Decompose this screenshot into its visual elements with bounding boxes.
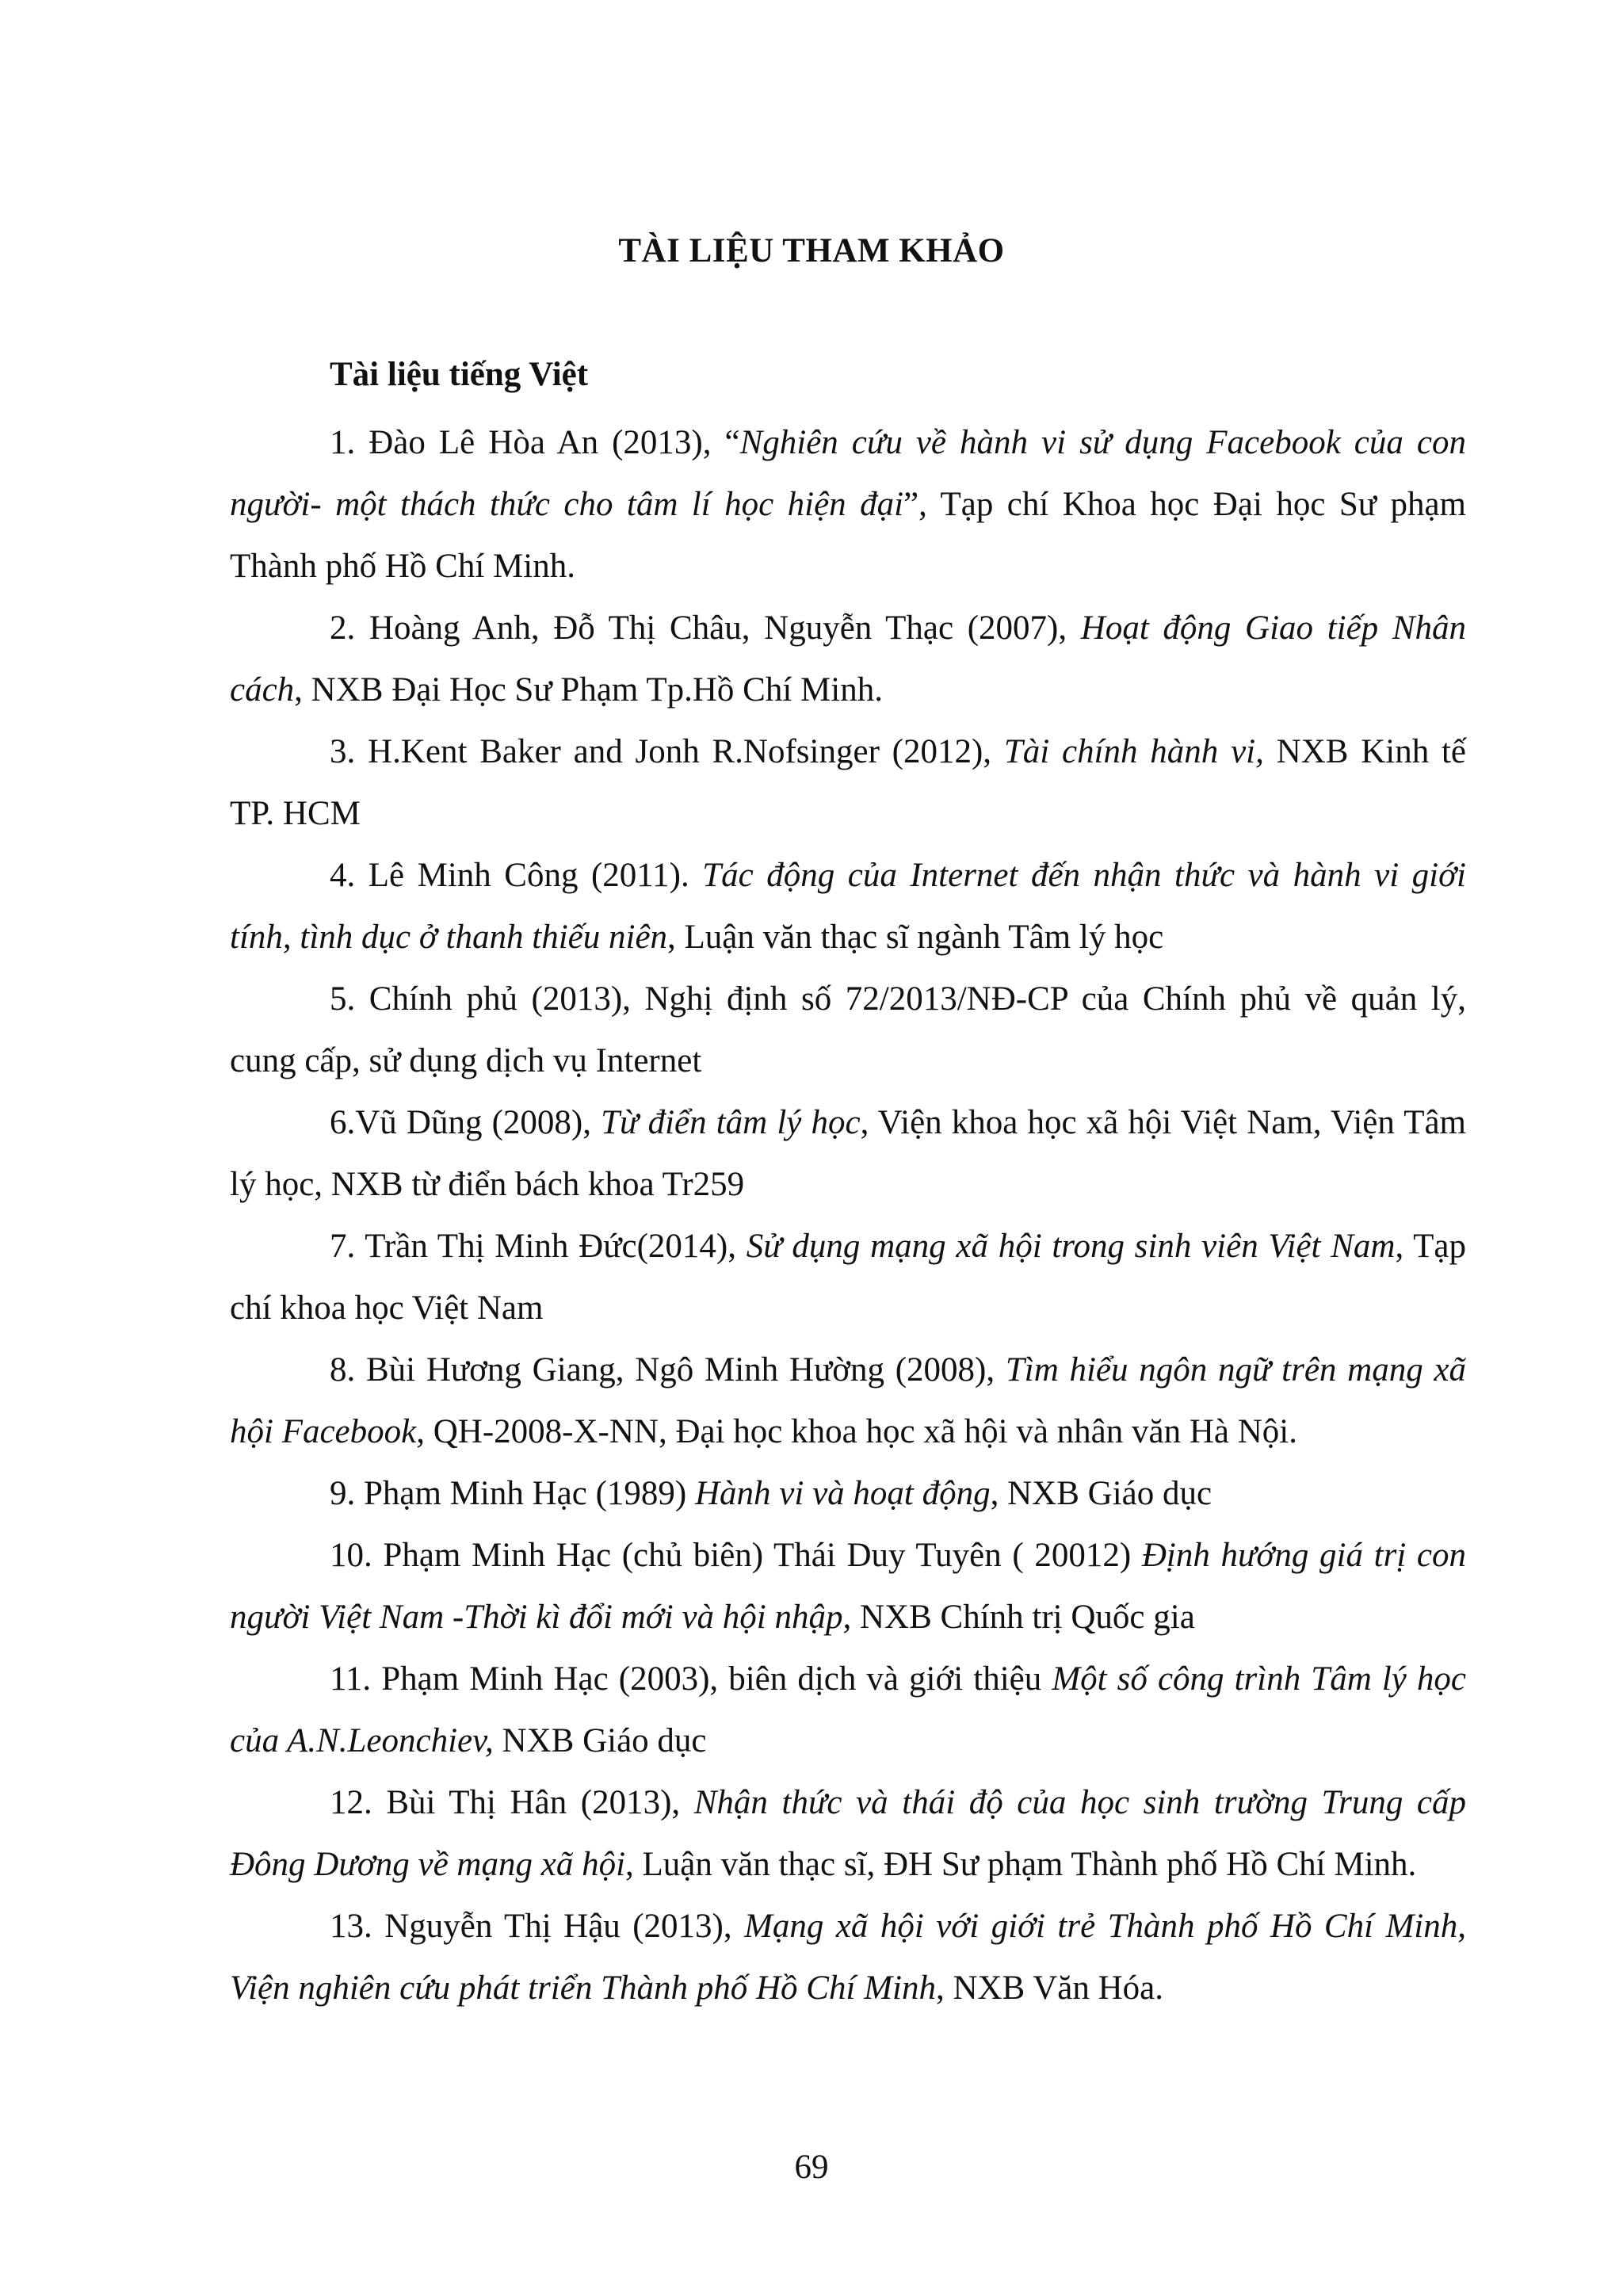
reference-item <box>230 1463 1466 1525</box>
reference-item <box>230 1092 1466 1216</box>
reference-text: , QH-2008-X-NN, Đại học khoa học xã hội và nhân văn Hà Nội. <box>416 1413 1297 1450</box>
reference-title: Mạng xã hội với giới trẻ Thành phố Hồ Chí Minh, Viện nghiên cứu phát triển Thành phố Hồ Chí Minh <box>230 1908 1466 2007</box>
reference-title: Định hướng giá trị con người Việt Nam -Thời kì đổi mới và hội nhập, <box>230 1537 1467 1636</box>
reference-item <box>230 598 1466 721</box>
reference-title: Nghiên cứu về hành vi sử dụng Facebook của con người- một thách thức cho tâm lí học hiện đại <box>230 424 1466 523</box>
reference-text: 2. Hoàng Anh, Đỗ Thị Châu, Nguyễn Thạc (2007), <box>330 609 1081 647</box>
reference-item <box>230 968 1466 1092</box>
page-title: TÀI LIỆU THAM KHẢO <box>618 232 1005 269</box>
reference-item <box>230 721 1466 845</box>
reference-text: , Luận văn thạc sĩ ngành Tâm lý học <box>667 919 1164 956</box>
reference-text: 6.Vũ Dũng (2008), <box>330 1104 601 1141</box>
reference-text: 1. Đào Lê Hòa An (2013), “ <box>330 424 740 461</box>
reference-title: Tài chính hành vi, <box>1003 733 1264 770</box>
reference-text: 5. Chính phủ (2013), Nghị định số 72/2013/NĐ-CP của Chính phủ về quản lý, cung cấp, sử dụng dịch vụ Internet <box>230 980 1466 1079</box>
reference-list <box>230 412 1466 2019</box>
reference-title: Nhận thức và thái độ của học sinh trường Trung cấp Đông Dương về mạng xã hội <box>230 1784 1466 1883</box>
reference-text: ”, Tạp chí Khoa học Đại học Sư phạm Thành phố Hồ Chí Minh. <box>230 486 1466 585</box>
reference-text: 4. Lê Minh Công (2011). <box>330 857 703 894</box>
reference-text: , Tạp chí khoa học Việt Nam <box>230 1228 1466 1327</box>
reference-text: 12. Bùi Thị Hân (2013), <box>330 1784 694 1821</box>
reference-item <box>230 1648 1466 1772</box>
reference-item <box>230 1772 1466 1896</box>
reference-text: 3. H.Kent Baker and Jonh R.Nofsinger (2012), <box>330 733 1004 770</box>
reference-text: NXB Giáo dục <box>493 1722 707 1759</box>
reference-text: , NXB Văn Hóa. <box>935 1969 1163 2007</box>
reference-text: 13. Nguyễn Thị Hậu (2013), <box>330 1908 745 1945</box>
reference-item <box>230 1339 1466 1463</box>
reference-text: , Viện khoa học xã hội Việt Nam, Viện Tâm lý học, NXB từ điển bách khoa Tr259 <box>230 1104 1466 1203</box>
reference-title: Hoạt động Giao tiếp Nhân cách <box>230 609 1466 709</box>
reference-item <box>230 1525 1466 1648</box>
reference-title: Tác động của Internet đến nhận thức và hành vi giới tính, tình dục ở thanh thiếu niên <box>230 857 1466 956</box>
reference-title: Một số công trình Tâm lý học của A.N.Leonchiev, <box>230 1660 1466 1759</box>
reference-title: Sử dụng mạng xã hội trong sinh viên Việt Nam <box>746 1228 1396 1265</box>
reference-text: 7. Trần Thị Minh Đức(2014), <box>330 1228 747 1265</box>
reference-text: , NXB Giáo dục <box>990 1475 1212 1512</box>
reference-text: 9. Phạm Minh Hạc (1989) <box>330 1475 695 1512</box>
reference-text: 11. Phạm Minh Hạc (2003), biên dịch và giới thiệu <box>330 1660 1052 1698</box>
reference-text: NXB Chính trị Quốc gia <box>851 1599 1195 1636</box>
reference-title: Hành vi và hoạt động <box>695 1475 991 1512</box>
reference-text: , Luận văn thạc sĩ, ĐH Sư phạm Thành phố Hồ Chí Minh. <box>625 1846 1417 1883</box>
reference-text: NXB Kinh tế TP. HCM <box>230 733 1467 832</box>
reference-item <box>230 1896 1466 2019</box>
reference-title: Tìm hiểu ngôn ngữ trên mạng xã hội Facebook <box>230 1351 1467 1450</box>
reference-item <box>230 412 1466 598</box>
reference-text: 8. Bùi Hương Giang, Ngô Minh Hường (2008), <box>330 1351 1006 1389</box>
reference-item <box>230 845 1466 968</box>
reference-text: 10. Phạm Minh Hạc (chủ biên) Thái Duy Tuyên ( 20012) <box>330 1537 1142 1574</box>
reference-title: Từ điển tâm lý học <box>601 1104 861 1141</box>
reference-item <box>230 1216 1466 1339</box>
reference-text: , NXB Đại Học Sư Phạm Tp.Hồ Chí Minh. <box>294 671 883 709</box>
page-number: 69 <box>794 2149 829 2186</box>
section-heading: Tài liệu tiếng Việt <box>330 356 589 393</box>
